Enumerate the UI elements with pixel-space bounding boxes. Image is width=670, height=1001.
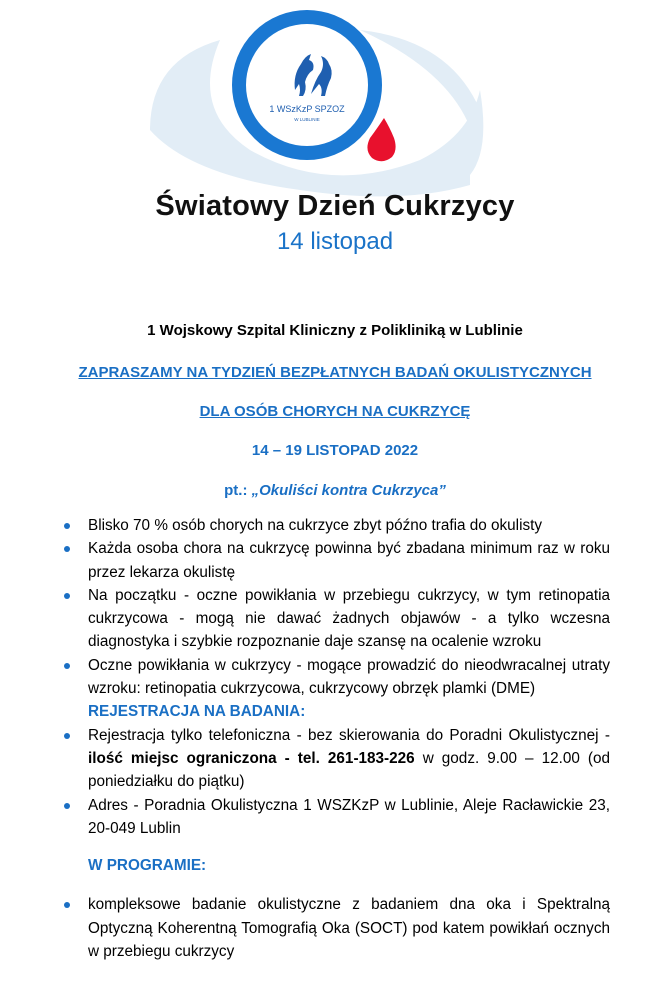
page-title: Światowy Dzień Cukrzycy [155, 190, 515, 222]
registration-heading: REJESTRACJA NA BADANIA: [88, 703, 306, 721]
invite-line-2: DLA OSÓB CHORYCH NA CUKRZYCĘ [199, 403, 471, 420]
registration-text-2: w godz. 9.00 – 12.00 (od poniedziałku do piątku) [88, 749, 611, 791]
logo-subtext: W LUBLINIE [294, 117, 320, 122]
hospital-name: 1 Wojskowy Szpital Kliniczny z Polikliniką w Lublinie [147, 322, 523, 339]
event-dates: 14 – 19 LISTOPAD 2022 [251, 442, 419, 459]
list-item: Każda osoba chora na cukrzycę powinna być zbadana minimum raz w roku przez lekarza okulistę [62, 537, 610, 584]
list-item: Oczne powikłania w cukrzycy - mogące prowadzić do nieodwracalnej utraty wzroku: retinopatia cukrzycowa, cukrzycowy obrzęk plamki (DME) [62, 654, 610, 701]
list-item: Blisko 70 % osób chorych na cukrzyce zbyt późno trafia do okulisty [62, 514, 610, 537]
motto-prefix: pt.: [224, 482, 252, 499]
logo-text: 1 WSzKzP SPZOZ [269, 104, 345, 114]
list-item: Na początku - oczne powikłania w przebiegu cukrzycy, w tym retinopatia cukrzycowa - mogą nie dawać żadnych objawów - a tylko wczesna diagnostyka i szybkie rozpoznanie daje szansę na ocalenie wzroku [62, 584, 610, 654]
program-heading: W PROGRAMIE: [88, 857, 207, 875]
list-item-address: Adres - Poradnia Okulistyczna 1 WSZKzP w Lublinie, Aleje Racławickie 23, 20-049 Lublin [62, 794, 610, 841]
drop-icon [367, 118, 395, 161]
motto-text: „Okuliści kontra Cukrzyca” [251, 482, 446, 499]
registration-phone: ilość miejsc ograniczona - tel. 261-183-226 [88, 749, 415, 767]
invite-line-1: ZAPRASZAMY NA TYDZIEŃ BEZPŁATNYCH BADAŃ OKULISTYCZNYCH [78, 364, 592, 381]
info-list [62, 514, 610, 963]
list-item-program: kompleksowe badanie okulistyczne z badaniem dna oka i Spektralną Optyczną Koherentną Tomografią Oka (SOCT) pod katem powikłań ocznych w przebiegu cukrzycy [62, 893, 610, 963]
registration-text-1: Rejestracja tylko telefoniczna - bez skierowania do Poradni Okulistycznej - [88, 726, 610, 744]
page-subtitle: 14 listopad [276, 228, 394, 255]
list-item-registration [62, 724, 610, 794]
motto [0, 482, 670, 499]
